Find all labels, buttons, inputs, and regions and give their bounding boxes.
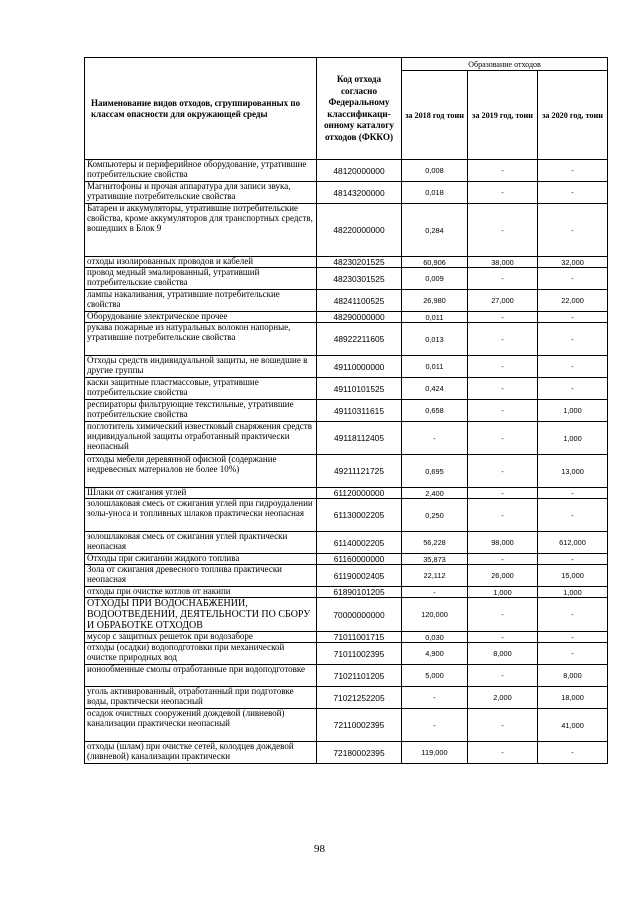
table-row xyxy=(85,268,608,290)
row-name: респираторы фильтрующие текстильные, утратившие потребительские свойства xyxy=(85,400,317,422)
row-name: провод медный эмалированный, утративший потребительские свойства xyxy=(85,268,317,290)
row-code: 71011001715 xyxy=(317,632,402,643)
row-code: 61190002405 xyxy=(317,565,402,587)
row-value-2020: 13,000 xyxy=(538,455,608,488)
header-waste-name: Наименование видов отходов, сгруппированных по классам опасности для окружающей среды xyxy=(85,58,317,160)
table-row xyxy=(85,598,608,632)
row-value-2019: - xyxy=(468,742,538,764)
row-name: каски защитные пластмассовые, утратившие потребительские свойства xyxy=(85,378,317,400)
row-name: поглотитель химический известковый снаряжения средств индивидуальной защиты отработанный практически неопасный xyxy=(85,422,317,455)
row-name: Батареи и аккумуляторы, утратившие потребительские свойства, кроме аккумуляторов для транспортных средств, вошедших в Блок 9 xyxy=(85,204,317,257)
row-value-2020: 1,000 xyxy=(538,422,608,455)
row-value-2019: - xyxy=(468,400,538,422)
table-row xyxy=(85,356,608,378)
row-value-2018: 0,250 xyxy=(402,499,468,532)
row-value-2020: - xyxy=(538,204,608,257)
row-name: Компьютеры и периферийное оборудование, утратившие потребительские свойства xyxy=(85,160,317,182)
table-row xyxy=(85,565,608,587)
row-value-2020: 18,000 xyxy=(538,687,608,709)
row-value-2018: 0,658 xyxy=(402,400,468,422)
row-name: Отходы при сжигании жидкого топлива xyxy=(85,554,317,565)
row-value-2020: - xyxy=(538,268,608,290)
row-value-2019: 38,000 xyxy=(468,257,538,268)
row-code: 61120000000 xyxy=(317,488,402,499)
table-row xyxy=(85,532,608,554)
header-year-2020: за 2020 год, тонн xyxy=(538,71,608,160)
row-code: 61140002205 xyxy=(317,532,402,554)
row-value-2018: 0,013 xyxy=(402,323,468,356)
row-value-2019: 1,000 xyxy=(468,587,538,598)
row-value-2020: 15,000 xyxy=(538,565,608,587)
row-code: 71011002395 xyxy=(317,643,402,665)
row-value-2020: 41,000 xyxy=(538,709,608,742)
row-value-2018: - xyxy=(402,709,468,742)
row-name: золошлаковая смесь от сжигания углей при гидроудалении золы-уноса и топливных шлаков практически неопасная xyxy=(85,499,317,532)
row-code: 61130002205 xyxy=(317,499,402,532)
row-code: 48241100525 xyxy=(317,290,402,312)
row-value-2019: - xyxy=(468,378,538,400)
row-code: 49118112405 xyxy=(317,422,402,455)
row-value-2019: - xyxy=(468,312,538,323)
row-value-2018: 35,873 xyxy=(402,554,468,565)
row-value-2020: - xyxy=(538,356,608,378)
row-value-2020: - xyxy=(538,742,608,764)
table-row xyxy=(85,709,608,742)
row-code: 48922211605 xyxy=(317,323,402,356)
row-value-2020: - xyxy=(538,632,608,643)
row-value-2020: 22,000 xyxy=(538,290,608,312)
row-value-2020: - xyxy=(538,378,608,400)
row-name: Оборудование электрическое прочее xyxy=(85,312,317,323)
row-value-2018: 119,000 xyxy=(402,742,468,764)
row-value-2020: - xyxy=(538,499,608,532)
row-value-2018: 0,009 xyxy=(402,268,468,290)
row-name: отходы при очистке котлов от накипи xyxy=(85,587,317,598)
row-value-2019: 8,000 xyxy=(468,643,538,665)
row-value-2020: - xyxy=(538,488,608,499)
table-body xyxy=(85,160,608,764)
row-value-2020: 8,000 xyxy=(538,665,608,687)
row-name: отходы (шлам) при очистке сетей, колодцев дождевой (ливневой) канализации практически xyxy=(85,742,317,764)
row-value-2018: 0,695 xyxy=(402,455,468,488)
row-value-2019: 98,000 xyxy=(468,532,538,554)
table-row xyxy=(85,312,608,323)
table-row xyxy=(85,257,608,268)
row-code: 71021252205 xyxy=(317,687,402,709)
row-value-2018: 0,011 xyxy=(402,312,468,323)
row-value-2019: - xyxy=(468,160,538,182)
row-value-2018: 60,906 xyxy=(402,257,468,268)
row-value-2020: - xyxy=(538,323,608,356)
row-code: 70000000000 xyxy=(317,598,402,632)
row-value-2018: 120,000 xyxy=(402,598,468,632)
row-value-2018: 56,228 xyxy=(402,532,468,554)
row-value-2019: - xyxy=(468,268,538,290)
row-value-2018: 0,424 xyxy=(402,378,468,400)
row-value-2019: - xyxy=(468,182,538,204)
row-code: 72180002395 xyxy=(317,742,402,764)
row-value-2019: 27,000 xyxy=(468,290,538,312)
row-value-2020: - xyxy=(538,643,608,665)
row-value-2018: 2,400 xyxy=(402,488,468,499)
table-row xyxy=(85,742,608,764)
document-page xyxy=(84,57,607,855)
page-number: 98 xyxy=(314,843,325,855)
row-value-2019: - xyxy=(468,554,538,565)
row-value-2018: 0,030 xyxy=(402,632,468,643)
row-name: лампы накаливания, утратившие потребительские свойства xyxy=(85,290,317,312)
table-row xyxy=(85,499,608,532)
row-value-2018: 0,284 xyxy=(402,204,468,257)
row-value-2018: - xyxy=(402,422,468,455)
header-year-2019: за 2019 год, тонн xyxy=(468,71,538,160)
row-value-2019: - xyxy=(468,709,538,742)
row-code: 48230301525 xyxy=(317,268,402,290)
row-value-2018: 0,011 xyxy=(402,356,468,378)
row-value-2018: 4,900 xyxy=(402,643,468,665)
row-code: 48143200000 xyxy=(317,182,402,204)
row-value-2019: - xyxy=(468,323,538,356)
row-value-2020: - xyxy=(538,554,608,565)
row-code: 61890101205 xyxy=(317,587,402,598)
header-fkko-code: Код отхода согласно Федеральному классификаци-онному каталогу отходов (ФККО) xyxy=(317,58,402,160)
row-code: 61160000000 xyxy=(317,554,402,565)
row-value-2020: - xyxy=(538,182,608,204)
row-name: Зола от сжигания древесного топлива практически неопасная xyxy=(85,565,317,587)
row-name: рукава пожарные из натуральных волокон напорные, утратившие потребительские свойства xyxy=(85,323,317,356)
row-value-2018: - xyxy=(402,587,468,598)
row-value-2018: 22,112 xyxy=(402,565,468,587)
row-code: 49110000000 xyxy=(317,356,402,378)
table-row xyxy=(85,643,608,665)
row-code: 49110101525 xyxy=(317,378,402,400)
table-row xyxy=(85,632,608,643)
row-code: 72110002395 xyxy=(317,709,402,742)
row-value-2020: 32,000 xyxy=(538,257,608,268)
row-value-2018: 5,000 xyxy=(402,665,468,687)
row-value-2020: - xyxy=(538,160,608,182)
table-row xyxy=(85,290,608,312)
header-year-2018: за 2018 год тонн xyxy=(402,71,468,160)
table-row xyxy=(85,378,608,400)
table-row xyxy=(85,488,608,499)
row-value-2019: - xyxy=(468,632,538,643)
row-name: ОТХОДЫ ПРИ ВОДОСНАБЖЕНИИ, ВОДООТВЕДЕНИИ, ДЕЯТЕЛЬНОСТИ ПО СБОРУ И ОБРАБОТКЕ ОТХОДОВ xyxy=(85,598,317,632)
row-name: осадок очистных сооружений дождевой (ливневой) канализации практически неопасный xyxy=(85,709,317,742)
waste-table xyxy=(84,57,608,764)
row-code: 48120000000 xyxy=(317,160,402,182)
row-name: отходы изолированных проводов и кабелей xyxy=(85,257,317,268)
row-name: отходы (осадки) водоподготовки при механической очистке природных вод xyxy=(85,643,317,665)
row-value-2018: - xyxy=(402,687,468,709)
row-value-2019: - xyxy=(468,204,538,257)
row-code: 48230201525 xyxy=(317,257,402,268)
row-name: отходы мебели деревянной офисной (содержание недревесных материалов не более 10%) xyxy=(85,455,317,488)
row-value-2020: 1,000 xyxy=(538,400,608,422)
row-name: уголь активированный, отработанный при подготовке воды, практически неопасный xyxy=(85,687,317,709)
row-value-2018: 0,018 xyxy=(402,182,468,204)
table-row xyxy=(85,554,608,565)
row-value-2018: 0,008 xyxy=(402,160,468,182)
row-code: 48290000000 xyxy=(317,312,402,323)
row-name: мусор с защитных решеток при водозаборе xyxy=(85,632,317,643)
row-value-2020: 1,000 xyxy=(538,587,608,598)
table-row xyxy=(85,422,608,455)
row-name: золошлаковая смесь от сжигания углей практически неопасная xyxy=(85,532,317,554)
row-value-2019: 26,000 xyxy=(468,565,538,587)
table-row xyxy=(85,323,608,356)
row-value-2019: - xyxy=(468,598,538,632)
table-row xyxy=(85,204,608,257)
table-row xyxy=(85,160,608,182)
row-value-2019: - xyxy=(468,356,538,378)
row-code: 49211121725 xyxy=(317,455,402,488)
row-value-2019: 2,000 xyxy=(468,687,538,709)
table-row xyxy=(85,400,608,422)
row-name: Магнитофоны и прочая аппаратура для записи звука, утратившие потребительские свойства xyxy=(85,182,317,204)
row-value-2020: 612,000 xyxy=(538,532,608,554)
row-value-2019: - xyxy=(468,455,538,488)
row-value-2019: - xyxy=(468,488,538,499)
table-row xyxy=(85,587,608,598)
row-name: Отходы средств индивидуальной защиты, не вошедшие в другие группы xyxy=(85,356,317,378)
row-code: 49110311615 xyxy=(317,400,402,422)
header-waste-generation: Образование отходов xyxy=(402,58,608,71)
row-code: 71021101205 xyxy=(317,665,402,687)
row-value-2020: - xyxy=(538,598,608,632)
row-value-2020: - xyxy=(538,312,608,323)
row-name: ионообменные смолы отработанные при водоподготовке xyxy=(85,665,317,687)
table-row xyxy=(85,687,608,709)
row-value-2018: 26,980 xyxy=(402,290,468,312)
table-row xyxy=(85,665,608,687)
row-value-2019: - xyxy=(468,665,538,687)
row-code: 48220000000 xyxy=(317,204,402,257)
table-row xyxy=(85,455,608,488)
row-value-2019: - xyxy=(468,499,538,532)
row-value-2019: - xyxy=(468,422,538,455)
row-name: Шлаки от сжигания углей xyxy=(85,488,317,499)
table-row xyxy=(85,182,608,204)
